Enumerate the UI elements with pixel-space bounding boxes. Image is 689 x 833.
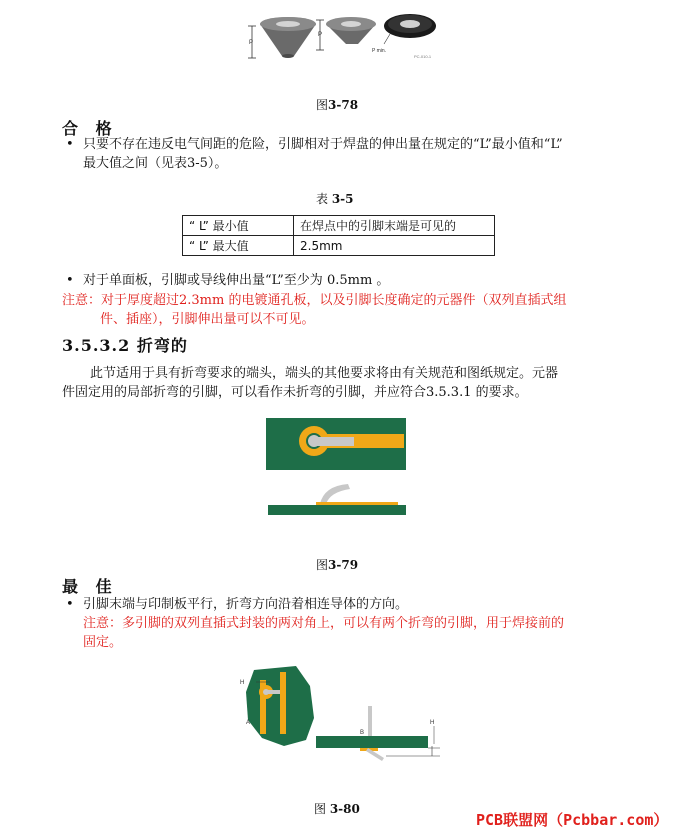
bullet-line: 对于单面板，引脚或导线伸出量“L”至少为 0.5mm 。 xyxy=(83,273,390,288)
bullet-line-1: 只要不存在违反电气间距的危险，引脚相对于焊盘的伸出量在规定的“L”最小值和“L” xyxy=(83,137,563,152)
caption-number: 3-80 xyxy=(329,802,360,816)
table-row xyxy=(183,236,495,256)
bullet-line: 引脚末端与印制板平行，折弯方向沿着相连导体的方向。 xyxy=(83,597,409,612)
bullet-item-single-panel xyxy=(66,271,626,290)
figure-3-80 xyxy=(236,662,446,774)
board-side-view xyxy=(268,505,406,515)
bullet-mark: • xyxy=(66,137,74,152)
bent-lead xyxy=(314,437,354,446)
bullet-mark: • xyxy=(66,597,74,612)
label-a: A xyxy=(246,720,251,726)
paragraph-line-1: 此节适用于具有折弯要求的端头，端头的其他要求将由有关规范和图纸规定。元器 xyxy=(90,366,559,381)
caption-number: 3-5 xyxy=(331,192,354,206)
bullet-mark: • xyxy=(66,273,74,288)
label-p-left: P xyxy=(249,40,254,46)
label-p-mid: P xyxy=(318,32,323,38)
board-side xyxy=(316,736,428,748)
figure-3-80-caption xyxy=(314,800,360,817)
table-cell: “ L” 最小值 xyxy=(183,216,294,236)
heading-bent-leads: 3.5.3.2 折弯的 xyxy=(62,336,188,355)
caption-prefix: 图 xyxy=(314,802,330,816)
bullet-item-acceptable xyxy=(66,135,626,173)
table-cell: 2.5mm xyxy=(294,236,495,256)
heading-target: 最 佳 xyxy=(62,577,118,596)
note-line-1: 注意：对于厚度超过2.3mm 的电镀通孔板，以及引脚长度确定的元器件（双列直插式组 xyxy=(62,293,567,308)
label-h-right: H xyxy=(430,720,435,726)
caption-prefix: 图 xyxy=(316,558,329,572)
note-line-1: 注意：多引脚的双列直插式封装的两对角上，可以有两个折弯的引脚，用于焊接前的 xyxy=(83,616,565,631)
lead-vertical xyxy=(368,706,372,736)
note-line-2: 件、插座），引脚伸出量可以不可见。 xyxy=(100,312,315,327)
paragraph-line-2: 件固定用的局部折弯的引脚，可以看作未折弯的引脚，并应符合3.5.3.1 的要求。 xyxy=(62,385,528,400)
bullet-item-target xyxy=(66,595,626,652)
paragraph-bent-leads xyxy=(62,364,622,402)
note-line-2: 固定。 xyxy=(83,635,123,650)
label-pmin: P min. xyxy=(372,48,387,54)
figure-3-79-caption xyxy=(316,556,358,573)
bullet-line-2: 最大值之间（见表3-5）。 xyxy=(83,156,228,171)
lead-side-view xyxy=(320,484,350,504)
table-3-5 xyxy=(182,215,495,256)
caption-number: 3-78 xyxy=(328,98,359,112)
fig78-code: PC-010-1 xyxy=(414,54,432,59)
table-cell: 在焊点中的引脚末端是可见的 xyxy=(294,216,495,236)
table-3-5-caption xyxy=(316,190,354,207)
figure-3-79 xyxy=(262,414,412,524)
figure-3-78-caption xyxy=(316,96,358,113)
table-cell: “ L” 最大值 xyxy=(183,236,294,256)
caption-prefix: 表 xyxy=(316,192,332,206)
watermark: PCB联盟网（Pcbbar.com） xyxy=(476,811,669,829)
heading-acceptable: 合 格 xyxy=(62,119,118,138)
label-b: B xyxy=(360,730,365,736)
figure-3-78 xyxy=(240,8,450,66)
caption-prefix: 图 xyxy=(316,98,329,112)
table-row xyxy=(183,216,495,236)
caption-number: 3-79 xyxy=(328,558,359,572)
label-h-left: H xyxy=(240,680,245,686)
note-thick-board xyxy=(62,291,632,329)
